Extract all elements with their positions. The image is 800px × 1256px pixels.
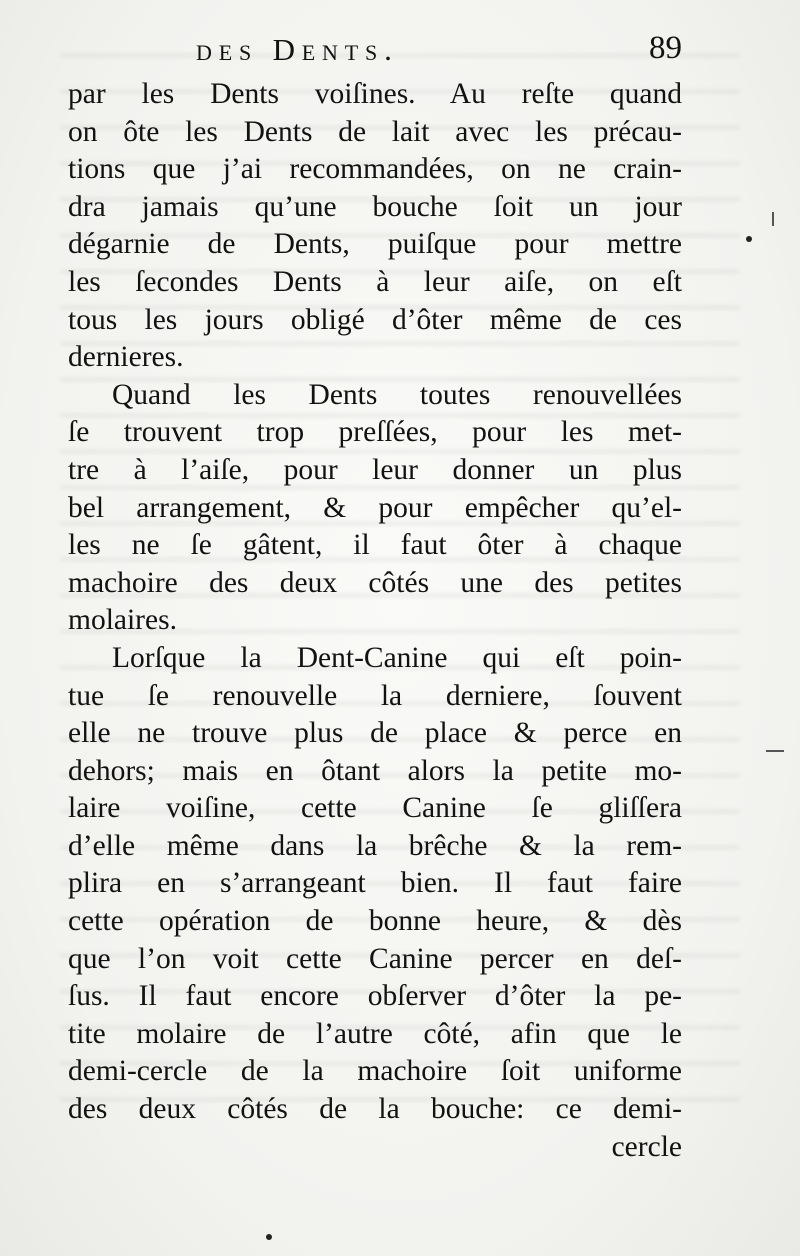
text-line: dernieres. bbox=[68, 341, 184, 374]
catchword: cercle bbox=[611, 1130, 682, 1163]
page-number: 89 bbox=[649, 30, 682, 66]
paragraph bbox=[68, 640, 682, 1129]
text-line: plira en s’arrangeant bien. Il faut faire bbox=[68, 867, 682, 900]
text-line: laire voiſine, cette Canine ſe gliſſera bbox=[68, 792, 682, 825]
text-line: les ne ſe gâtent, il faut ôter à chaque bbox=[68, 529, 682, 562]
text-line: dra jamais qu’une bouche ſoit un jour bbox=[68, 190, 682, 223]
ink-speck bbox=[266, 1234, 272, 1240]
text-line: d’elle même dans la brêche & la rem- bbox=[68, 829, 682, 862]
text-line: tite molaire de l’autre côté, afin que le bbox=[68, 1017, 682, 1050]
text-line: Quand les Dents toutes renouvellées bbox=[112, 378, 682, 411]
paragraph bbox=[68, 76, 682, 377]
text-line: molaires. bbox=[68, 604, 177, 637]
paragraph bbox=[68, 377, 682, 640]
text-line: dehors; mais en ôtant alors la petite mo- bbox=[68, 754, 682, 787]
text-line: tre à l’aiſe, pour leur donner un plus bbox=[68, 453, 682, 486]
text-line: bel arrangement, & pour empêcher qu’el- bbox=[68, 491, 682, 524]
text-line: on ôte les Dents de lait avec les précau- bbox=[68, 115, 682, 148]
text-line: Lorſque la Dent-Canine qui eſt poin- bbox=[112, 641, 682, 674]
text-line: cette opération de bonne heure, & dès bbox=[68, 905, 682, 938]
text-line: machoire des deux côtés une des petites bbox=[68, 566, 682, 599]
text-line: demi-cercle de la machoire ſoit uniforme bbox=[68, 1055, 682, 1088]
text-line: ſe trouvent trop preſſées, pour les met- bbox=[68, 416, 682, 449]
margin-mark bbox=[766, 750, 784, 752]
running-head bbox=[68, 26, 682, 70]
body-text bbox=[68, 76, 682, 1166]
text-line: dégarnie de Dents, puiſque pour mettre bbox=[68, 228, 682, 261]
ink-speck bbox=[746, 236, 752, 242]
text-line: ſus. Il faut encore obſerver d’ôter la pe- bbox=[68, 980, 682, 1013]
text-line: tue ſe renouvelle la derniere, ſouvent bbox=[68, 679, 682, 712]
text-line: tous les jours obligé d’ôter même de ces bbox=[68, 303, 682, 336]
text-line: tions que j’ai recommandées, on ne crain- bbox=[68, 153, 682, 186]
text-line: que l’on voit cette Canine percer en deſ- bbox=[68, 942, 682, 975]
text-line: elle ne trouve plus de place & perce en bbox=[68, 717, 682, 750]
running-head-title: des Dents. bbox=[196, 32, 399, 67]
text-line: des deux côtés de la bouche: ce demi- bbox=[68, 1093, 682, 1126]
text-line: par les Dents voiſines. Au reſte quand bbox=[68, 78, 682, 110]
margin-mark bbox=[772, 212, 774, 226]
text-line: les ſecondes Dents à leur aiſe, on eſt bbox=[68, 265, 682, 298]
